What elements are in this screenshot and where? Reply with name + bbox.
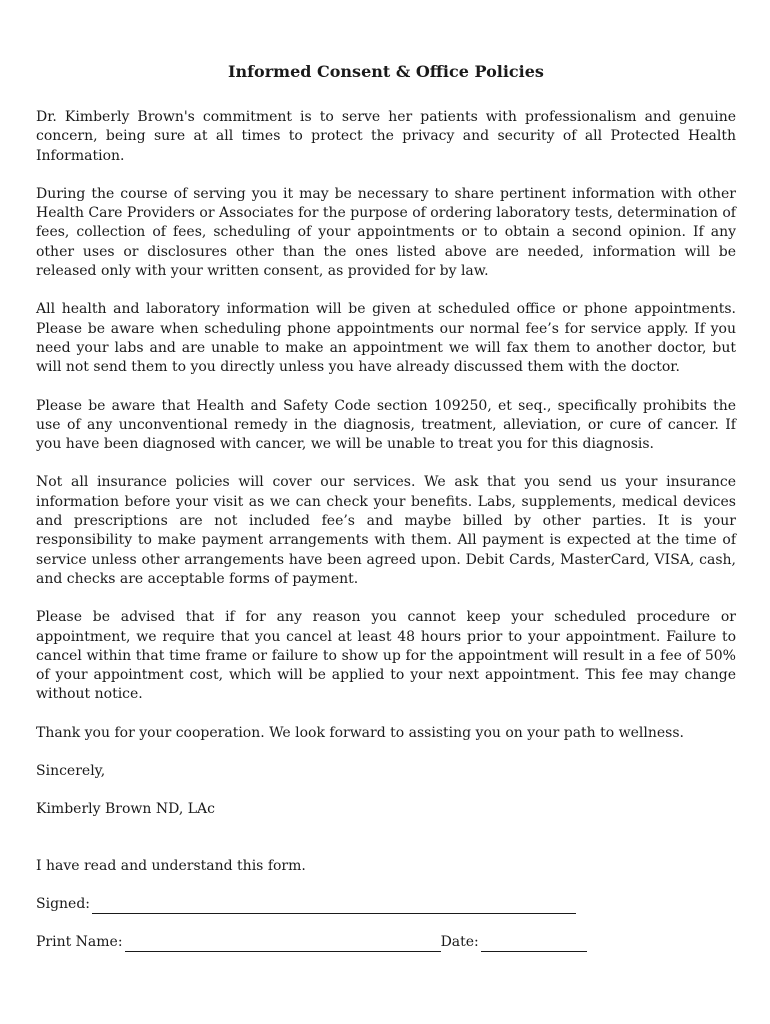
date-field[interactable] (481, 936, 587, 952)
date-label: Date: (440, 933, 479, 950)
acknowledgement-line: I have read and understand this form. (36, 857, 306, 874)
lab-information-paragraph: All health and laboratory information will be given at scheduled office or phone appointments. Please be aware when scheduling phone appointments our normal fee’s for service apply. If you need your labs and are unable to make an appointment we will fax them to another doctor, but will not send them to you directly unless you have already discussed them with the doctor. (36, 301, 736, 376)
cancer-treatment-paragraph: Please be aware that Health and Safety Code section 109250, et seq., specifically prohibits the use of any unconventional remedy in the diagnosis, treatment, alleviation, or cure of cancer. If you have been diagnosed with cancer, we will be unable to treat you for this diagnosis. (36, 397, 736, 453)
cancellation-policy-paragraph: Please be advised that if for any reason you cannot keep your scheduled procedure or appointment, we require that you cancel at least 48 hours prior to your appointment. Failure to cancel within that time frame or failure to show up for the appointment will result in a fee of 50% of your appointment cost, which will be applied to your next appointment. This fee may change without notice. (36, 609, 736, 703)
consent-form (36, 62, 736, 952)
signature-name: Kimberly Brown ND, LAc (36, 800, 215, 817)
commitment-paragraph: Dr. Kimberly Brown's commitment is to serve her patients with professionalism and genuine concern, being sure at all times to protect the privacy and security of all Protected Health Information. (36, 109, 736, 164)
signed-label: Signed: (36, 895, 91, 912)
thank-you-line: Thank you for your cooperation. We look forward to assisting you on your path to wellness. (36, 724, 684, 741)
document-title: Informed Consent & Office Policies (228, 62, 544, 81)
signature-field[interactable] (92, 898, 576, 914)
information-sharing-paragraph: During the course of serving you it may be necessary to share pertinent information with other Health Care Providers or Associates for the purpose of ordering laboratory tests, determination of fees, collection of fees, scheduling of your appointments or to obtain a second opinion. If any other uses or disclosures other than the ones listed above are needed, information will be released only with your written consent, as provided for by law. (36, 185, 736, 280)
closing-line: Sincerely, (36, 762, 106, 779)
print-name-field[interactable] (125, 936, 441, 952)
print-name-label: Print Name: (36, 933, 123, 950)
insurance-paragraph: Not all insurance policies will cover our services. We ask that you send us your insurance information before your visit as we can check your benefits. Labs, supplements, medical devices and prescriptions are not included fee’s and maybe billed by other parties. It is your responsibility to make payment arrangements with them. All payment is expected at the time of service unless other arrangements have been agreed upon. Debit Cards, MasterCard, VISA, cash, and checks are acceptable forms of payment. (36, 474, 736, 587)
signed-row (36, 895, 736, 914)
print-name-row (36, 933, 736, 952)
